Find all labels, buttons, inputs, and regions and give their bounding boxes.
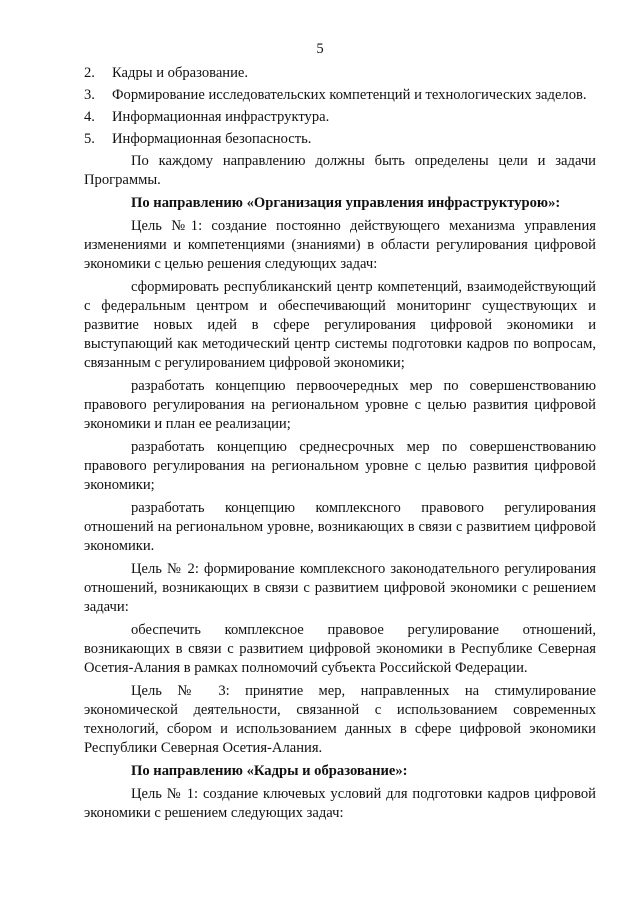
section-heading-personnel: По направлению «Кадры и образование»:	[131, 763, 408, 779]
paragraph-task: разработать концепцию комплексного правового регулирования отношений на региональном уровне, возникающих в связи с развитием цифровой экономики.	[84, 500, 596, 554]
list-item-number: 5.	[84, 131, 95, 147]
paragraph-goal-3: Цель № 3: принятие мер, направленных на стимулирование экономической деятельности, связанной с использованием современных технологий, сбором и использованием данных в сфере цифровой экономики Республики Северная Осетия-Алания.	[84, 683, 596, 756]
list-item	[84, 86, 596, 105]
paragraph-goal-1: Цель №1: создание постоянно действующего механизма управления изменениями и компетенциями (знаниями) в области регулирования цифровой экономики с целью решения следующих задач:	[84, 218, 596, 272]
paragraph-task: сформировать республиканский центр компетенций, взаимодействующий с федеральным центром и обеспечивающий мониторинг существующих и развитие новых идей в сфере регулирования цифровой экономики и выступающий как методический центр системы подготовки кадров по вопросам, связанным с регулированием цифровой экономики;	[84, 279, 596, 371]
paragraph-task: разработать концепцию первоочередных мер по совершенствованию правового регулирования на региональном уровне с целью развития цифровой экономики и план ее реализации;	[84, 378, 596, 432]
list-item-number: 2.	[84, 65, 95, 81]
document-body	[84, 64, 596, 827]
paragraph-goal-1-personnel: Цель № 1: создание ключевых условий для подготовки кадров цифровой экономики с решением следующих задач:	[84, 786, 596, 821]
list-item-text: Информационная инфраструктура.	[112, 109, 330, 125]
directions-list	[84, 64, 596, 149]
paragraph-task: разработать концепцию среднесрочных мер по совершенствованию правового регулирования на региональном уровне с целью развития цифровой экономики;	[84, 439, 596, 493]
list-item-text: Формирование исследовательских компетенций и технологических заделов.	[112, 87, 587, 103]
list-item-number: 4.	[84, 109, 95, 125]
list-item	[84, 130, 596, 149]
paragraph-task: обеспечить комплексное правовое регулирование отношений, возникающих в связи с развитием цифровой экономики в Республике Северная Осетия-Алания в рамках полномочий субъекта Российской Федерации.	[84, 622, 596, 676]
section-heading-infrastructure: По направлению «Организация управления инфраструктурою»:	[131, 195, 561, 211]
list-item	[84, 108, 596, 127]
paragraph-goal-2: Цель № 2: формирование комплексного законодательного регулирования отношений, возникающих в связи с развитием цифровой экономики с решением задачи:	[84, 561, 596, 615]
list-item-text: Кадры и образование.	[112, 65, 249, 81]
list-item	[84, 64, 596, 83]
paragraph-goals-intro: По каждому направлению должны быть определены цели и задачи Программы.	[84, 153, 596, 188]
list-item-text: Информационная безопасность.	[112, 131, 312, 147]
page-number: 5	[316, 41, 324, 57]
list-item-number: 3.	[84, 87, 95, 103]
